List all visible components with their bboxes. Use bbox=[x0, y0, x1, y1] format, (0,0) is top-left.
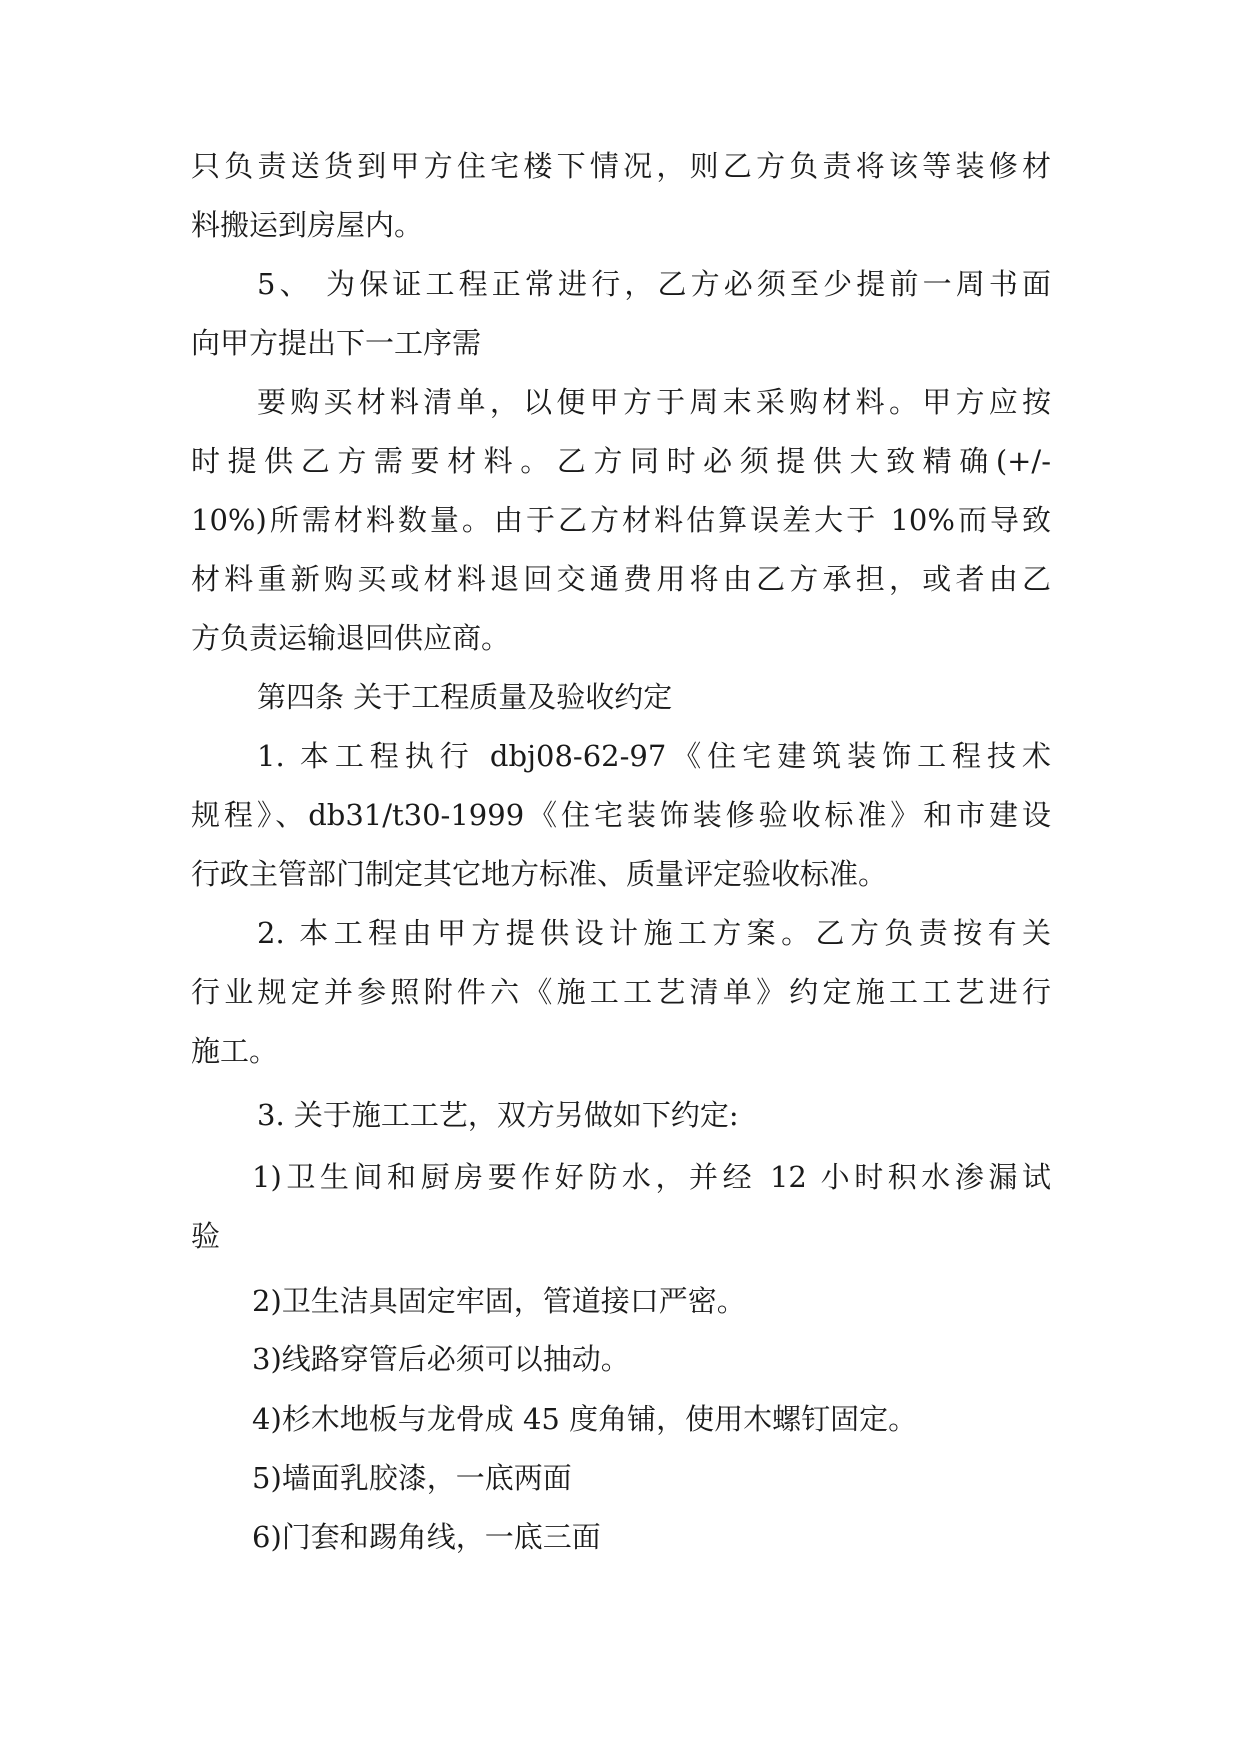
list-item: 3)线路穿管后必须可以抽动。 bbox=[252, 1342, 630, 1376]
text-line: 2. 本工程由甲方提供设计施工方案。乙方负责按有关 bbox=[257, 916, 1051, 950]
text-line: 要购买材料清单，以便甲方于周末采购材料。甲方应按 bbox=[257, 385, 1051, 419]
list-item: 4)杉木地板与龙骨成 45 度角铺，使用木螺钉固定。 bbox=[252, 1402, 918, 1436]
list-item: 6)门套和踢角线，一底三面 bbox=[252, 1520, 601, 1554]
text-line: 1. 本工程执行 dbj08-62-97《住宅建筑装饰工程技术 bbox=[257, 739, 1051, 773]
text-line: 3. 关于施工工艺，双方另做如下约定: bbox=[257, 1098, 739, 1132]
list-item: 2)卫生洁具固定牢固，管道接口严密。 bbox=[252, 1284, 746, 1318]
text-line: 材料重新购买或材料退回交通费用将由乙方承担，或者由乙 bbox=[191, 562, 1051, 596]
text-line: 施工。 bbox=[191, 1034, 279, 1068]
text-line: 验 bbox=[191, 1219, 221, 1253]
section-heading: 第四条 关于工程质量及验收约定 bbox=[257, 680, 673, 714]
text-line: 只负责送货到甲方住宅楼下情况，则乙方负责将该等装修材 bbox=[191, 149, 1051, 183]
text-line: 料搬运到房屋内。 bbox=[191, 208, 424, 242]
text-line: 10%)所需材料数量。由于乙方材料估算误差大于 10%而导致 bbox=[191, 503, 1051, 537]
text-line: 行业规定并参照附件六《施工工艺清单》约定施工工艺进行 bbox=[191, 975, 1051, 1009]
text-line: 时提供乙方需要材料。乙方同时必须提供大致精确(+/- bbox=[191, 444, 1051, 478]
text-line: 方负责运输退回供应商。 bbox=[191, 621, 511, 655]
text-line: 向甲方提出下一工序需 bbox=[191, 326, 482, 360]
text-line: 5、 为保证工程正常进行，乙方必须至少提前一周书面 bbox=[257, 267, 1051, 301]
text-line: 规程》、db31/t30-1999《住宅装饰装修验收标准》和市建设 bbox=[191, 798, 1051, 832]
list-item: 1)卫生间和厨房要作好防水，并经 12 小时积水渗漏试 bbox=[252, 1160, 1051, 1194]
text-line: 行政主管部门制定其它地方标准、质量评定验收标准。 bbox=[191, 857, 888, 891]
list-item: 5)墙面乳胶漆，一底两面 bbox=[252, 1461, 572, 1495]
